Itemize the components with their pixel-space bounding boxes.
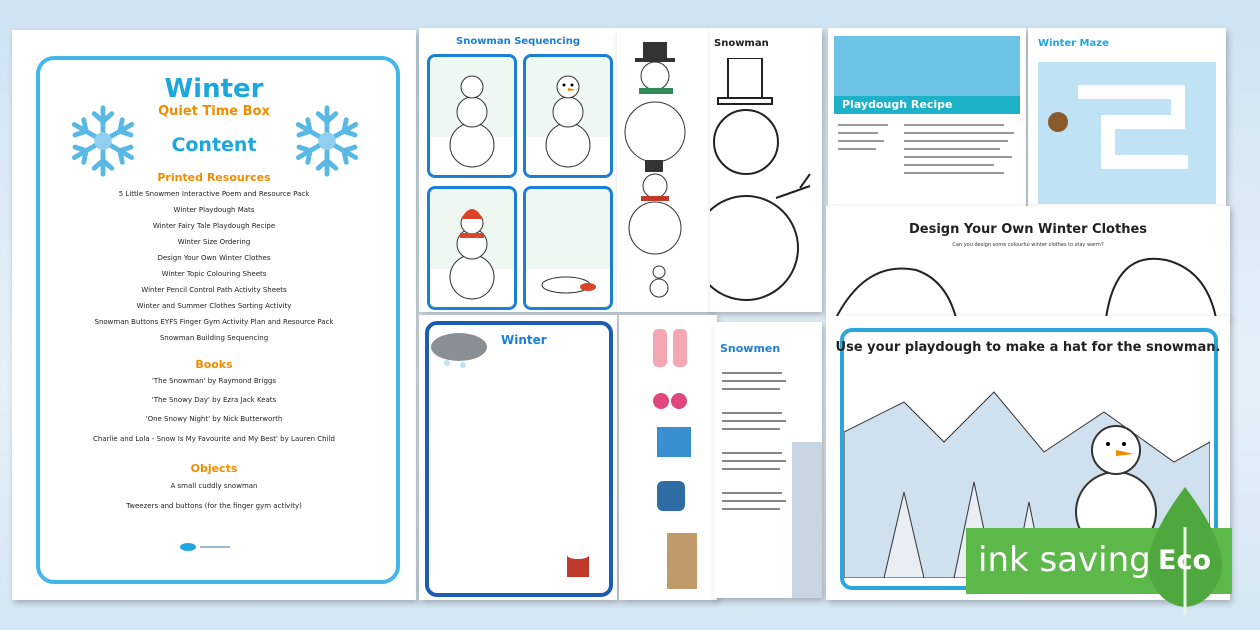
snowflake-icon bbox=[64, 102, 142, 180]
recipe-text-lines bbox=[834, 120, 1020, 204]
card-title: Playdough Recipe bbox=[842, 98, 953, 111]
winter-maze-card bbox=[1028, 28, 1226, 210]
badge-eco-label: Eco bbox=[1158, 545, 1211, 576]
sequence-panel bbox=[427, 186, 517, 310]
card-title: Winter bbox=[501, 333, 547, 347]
card-title: Snowman Sequencing bbox=[456, 36, 580, 47]
list-item: 'The Snowy Day' by Ezra Jack Keats bbox=[151, 396, 277, 404]
sheet-title: Winter bbox=[164, 74, 264, 104]
poem-text-lines bbox=[714, 362, 822, 598]
list-item: Design Your Own Winter Clothes bbox=[157, 254, 271, 262]
colouring-card bbox=[710, 28, 822, 312]
card-title: Winter Maze bbox=[1038, 38, 1109, 49]
hot-chocolate-icon bbox=[561, 543, 601, 583]
brand-logo-icon bbox=[180, 542, 250, 552]
sequence-panel bbox=[427, 54, 517, 178]
content-sheet bbox=[12, 30, 416, 600]
cloud-icon bbox=[429, 327, 489, 369]
card-subtitle: Can you design some colourful winter clothes to stay warm? bbox=[952, 242, 1104, 248]
list-item: Charlie and Lola - Snow Is My Favourite and My Best' by Lauren Child bbox=[93, 435, 335, 443]
card-title: Design Your Own Winter Clothes bbox=[908, 222, 1148, 237]
list-item: Snowman Buttons EYFS Finger Gym Activity Plan and Resource Pack bbox=[94, 318, 334, 326]
list-item: Winter and Summer Clothes Sorting Activity bbox=[136, 302, 292, 310]
sequence-panel bbox=[523, 186, 613, 310]
badge-label: ink saving bbox=[978, 540, 1151, 580]
mat-caption: Use your playdough to make a hat for the snowman. bbox=[835, 340, 1221, 355]
section-heading: Books bbox=[195, 358, 233, 371]
list-item: Winter Size Ordering bbox=[177, 238, 251, 246]
sheet-subtitle: Quiet Time Box bbox=[158, 104, 270, 119]
sequencing-card bbox=[419, 28, 617, 312]
list-item: A small cuddly snowman bbox=[170, 482, 258, 490]
size-ordering-card bbox=[617, 28, 713, 312]
section-heading: Printed Resources bbox=[157, 171, 271, 184]
list-item: Tweezers and buttons (for the finger gym activity) bbox=[126, 502, 302, 510]
playdough-recipe-card bbox=[828, 28, 1026, 210]
list-item: Winter Fairy Tale Playdough Recipe bbox=[152, 222, 276, 230]
card-title: Snowman bbox=[714, 38, 769, 49]
list-item: Snowman Building Sequencing bbox=[159, 334, 269, 342]
design-clothes-card bbox=[826, 206, 1230, 318]
list-item: 'The Snowman' by Raymond Briggs bbox=[151, 377, 277, 385]
card-title: Snowmen bbox=[720, 342, 781, 355]
list-item: Winter Topic Colouring Sheets bbox=[161, 270, 267, 278]
clothes-sorting-card bbox=[619, 315, 717, 600]
list-item: 'One Snowy Night' by Nick Butterworth bbox=[145, 415, 283, 423]
hands-illustration bbox=[834, 36, 1020, 96]
sequence-panel bbox=[523, 54, 613, 178]
poem-card bbox=[714, 322, 822, 598]
snowflake-icon bbox=[288, 102, 366, 180]
section-heading: Objects bbox=[190, 462, 238, 475]
maze-area bbox=[1038, 62, 1216, 204]
list-item: Winter Playdough Mats bbox=[173, 206, 255, 214]
list-item: Winter Pencil Control Path Activity Sheets bbox=[141, 286, 287, 294]
winter-card bbox=[419, 315, 617, 600]
list-item: 5 Little Snowmen Interactive Poem and Resource Pack bbox=[118, 190, 310, 198]
sheet-heading: Content bbox=[171, 134, 257, 156]
